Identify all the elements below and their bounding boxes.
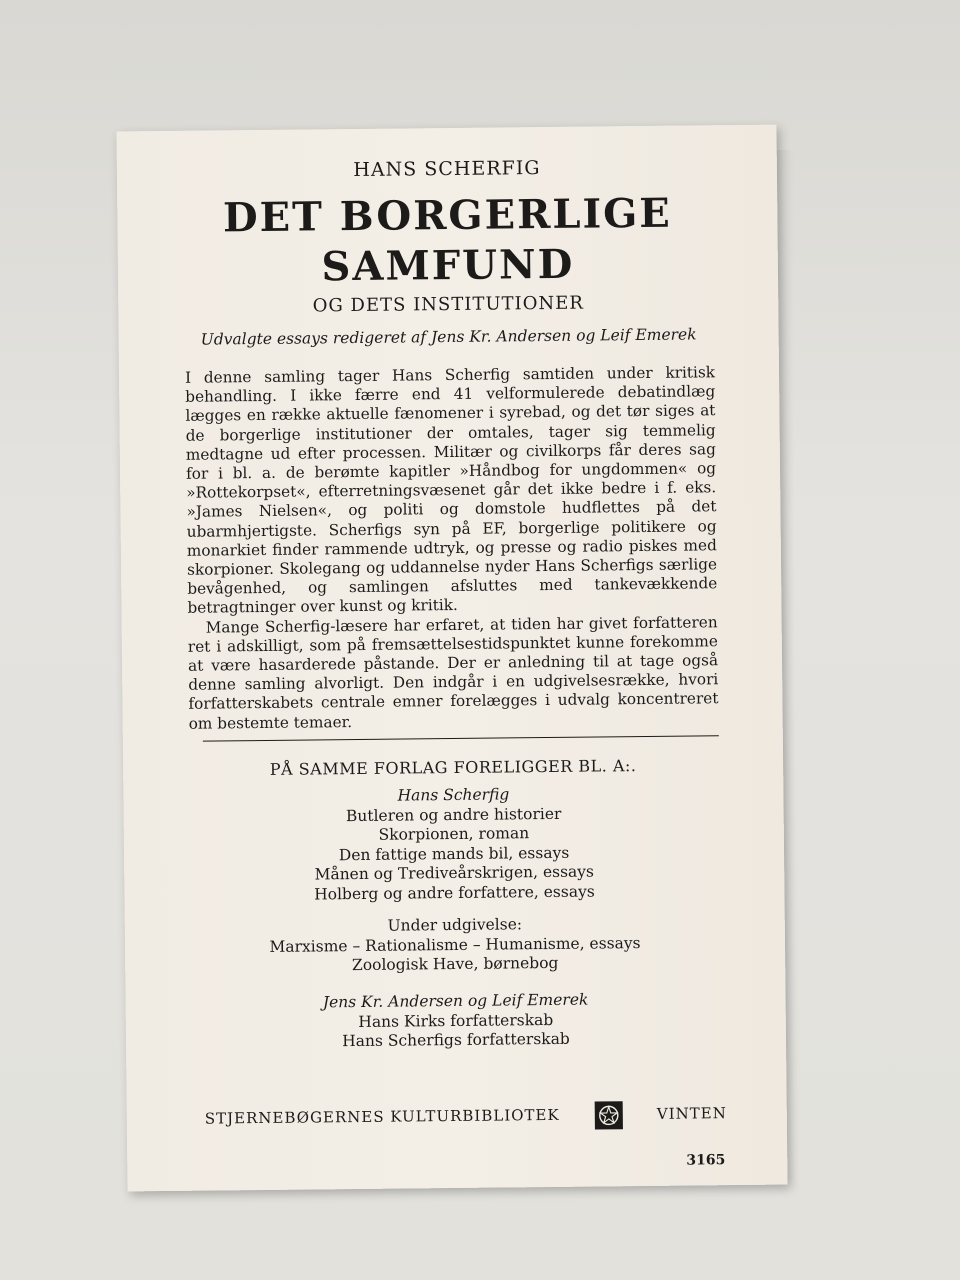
blurb-paragraph-2: Mange Scherfig-læsere har erfaret, at tiden har givet forfatteren ret i adskilligt, som på fremsættelsestidspunktet kunne forekomme at være hasarderede påstande. Der er anledning til at tage også denne samling alvorligt. Den indgår i en udgivelsesrække, hvori forfatterskabets centrale emner forelægges i udvalg koncentreret om bestemte temaer. xyxy=(187,612,719,733)
publisher-name: VINTEN xyxy=(656,1104,727,1123)
forthcoming-titles xyxy=(125,913,786,978)
book-title-line-2: SAMFUND xyxy=(321,240,575,291)
blurb xyxy=(185,363,719,733)
catalog-number: 3165 xyxy=(686,1152,726,1169)
publisher-footer xyxy=(205,1100,727,1135)
pentagram-star-logo-icon xyxy=(595,1101,623,1129)
book-title-line-1: DET BORGERLIGE xyxy=(222,189,673,242)
editors-line: Udvalgte essays redigeret af Jens Kr. Andersen og Leif Emerek xyxy=(200,325,697,349)
editor-titles xyxy=(126,989,787,1054)
list-author: Hans Scherfig xyxy=(397,785,510,805)
list-item: Hans Scherfigs forfatterskab xyxy=(342,1029,570,1051)
list-item: Marxisme – Rationalisme – Humanisme, essays xyxy=(269,933,641,956)
list-item: Skorpionen, roman xyxy=(378,824,530,844)
list-item: Hans Kirks forfatterskab xyxy=(358,1010,554,1031)
forthcoming-label: Under udgivelse: xyxy=(387,915,523,935)
author-name: HANS SCHERFIG xyxy=(353,157,541,182)
scherfig-titles xyxy=(123,783,784,907)
blurb-paragraph-1: I denne samling tager Hans Scherfig samtiden under kritisk behandling. I ikke færre end 41 velformulerede debatindlæg lægges en række aktuelle fænomener i syrebad, og det tør siges at de borgerlige institutioner der omtales, tager sig temmelig medtagne ud efter processen. Militær og civilkorps får deres sag for i bl. a. de berømte kapitler »Håndbog for ungdommen« og »Rottekorpset«, efterretningsvæsenet går det ikke bedre i f. eks. »James Nielsen«, og politi og domstole hudflettes på det ubarmhjertigste. Scherfigs syn på EF, borgerlige politikere og monarkiet finder rammende udtryk, og presse og radio piskes med skorpioner. Skolegang og uddannelse nyder Hans Scherfigs særlige bevågenhed, og samlingen afsluttes med tankevækkende betragtninger over kunst og kritik. xyxy=(184,363,718,618)
divider xyxy=(203,735,719,741)
list-item: Butleren og andre historier xyxy=(345,804,562,825)
book-subtitle: OG DETS INSTITUTIONER xyxy=(312,292,585,317)
list-author: Jens Kr. Andersen og Leif Emerek xyxy=(322,990,589,1012)
list-item: Holberg og andre forfattere, essays xyxy=(314,882,595,903)
book-back-cover xyxy=(116,125,787,1192)
list-item: Zoologisk Have, børnebog xyxy=(351,953,559,975)
series-name: STJERNEBØGERNES KULTURBIBLIOTEK xyxy=(204,1105,560,1128)
list-item: Den fattige mands bil, essays xyxy=(338,843,570,864)
also-available-heading: PÅ SAMME FORLAG FORELIGGER BL. A:. xyxy=(269,756,637,779)
list-item: Månen og Trediveårskrigen, essays xyxy=(314,862,595,884)
